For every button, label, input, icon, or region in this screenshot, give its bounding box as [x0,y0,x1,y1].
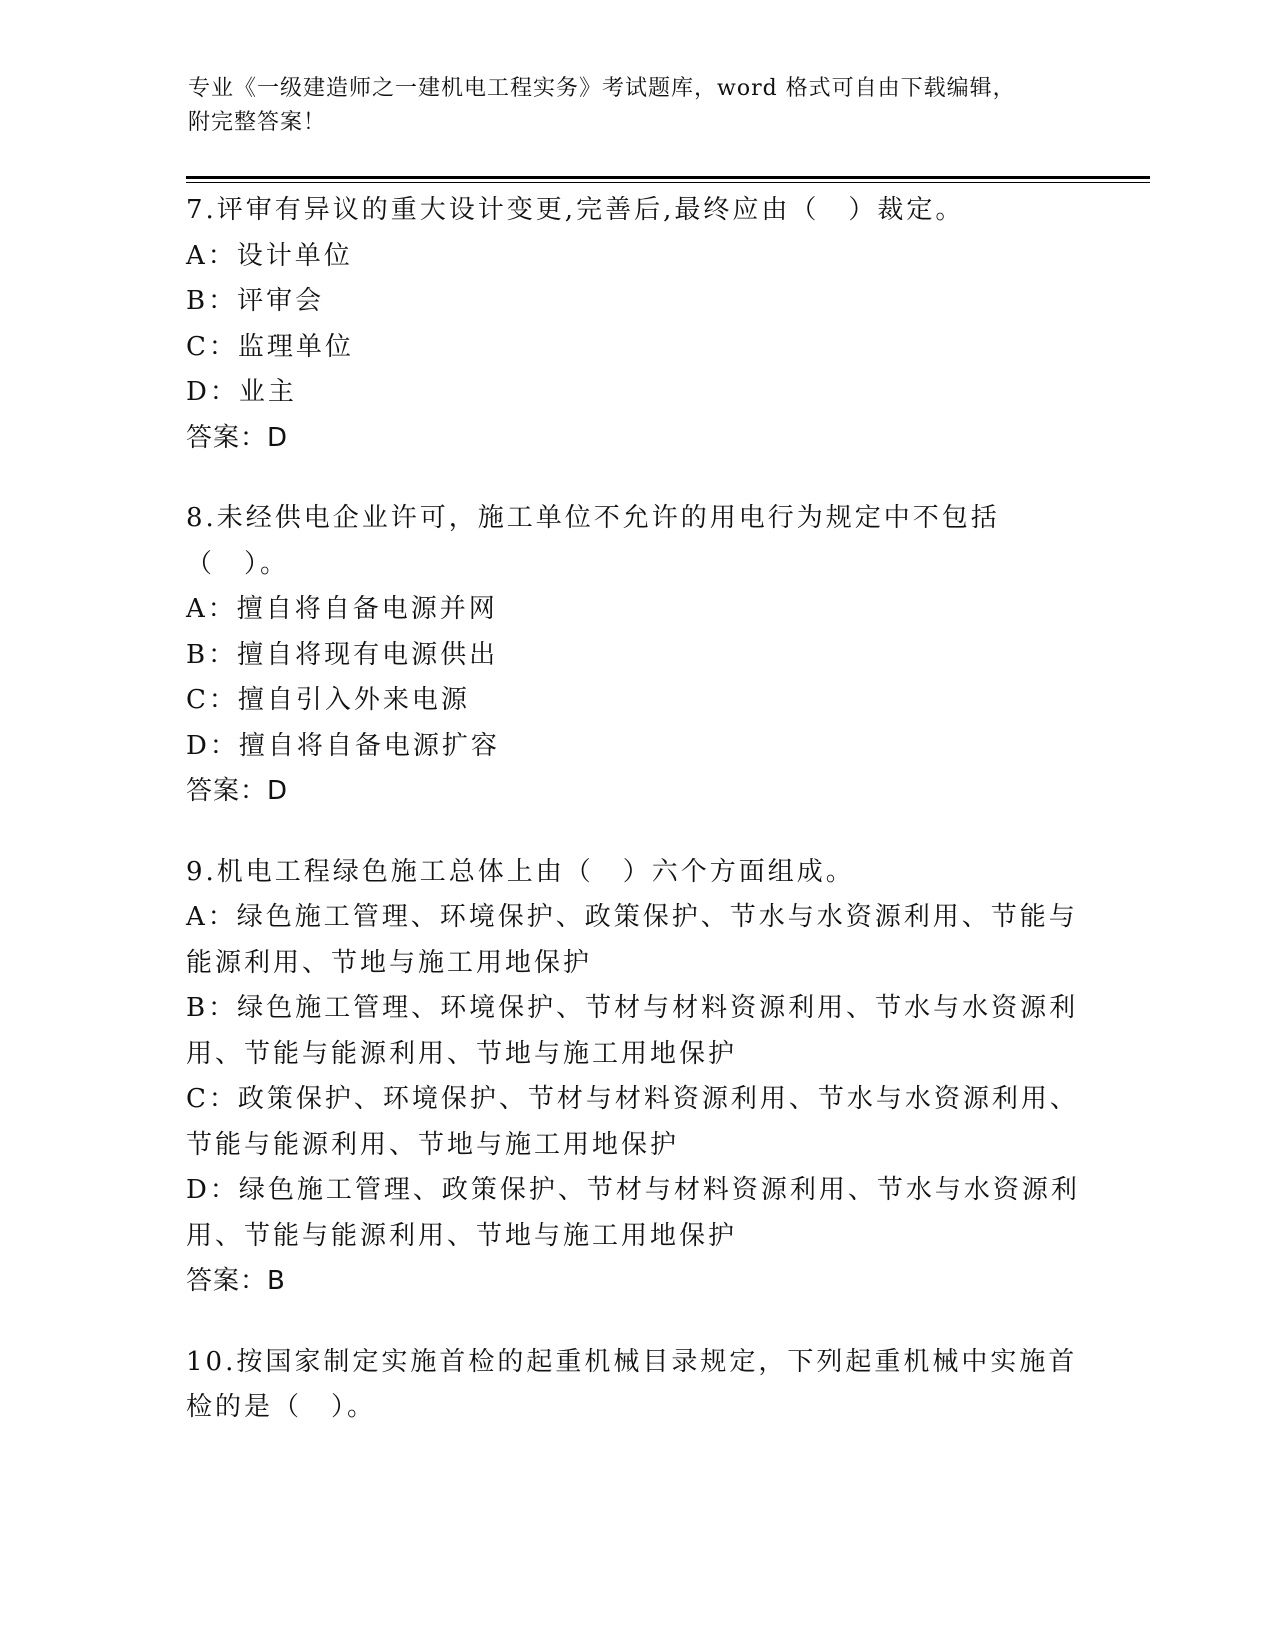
question-text: 10.按国家制定实施首检的起重机械目录规定，下列起重机械中实施首检的是（ ）。 [186,1346,1078,1422]
option-b: B：绿色施工管理、环境保护、节材与材料资源利用、节水与水资源利用、节能与能源利用、节地与施工用地保护 [186,993,1079,1069]
option-c: C：监理单位 [186,331,354,362]
question-7 [186,188,1086,461]
answer-line: 答案：D [186,422,289,453]
answer-line: 答案：B [186,1266,286,1296]
question-10 [186,1340,1086,1431]
document-header [188,72,1068,140]
question-list [186,188,1086,1466]
question-text: 8.未经供电企业许可，施工单位不允许的用电行为规定中不包括（ ）。 [186,503,1000,579]
option-d: D：绿色施工管理、政策保护、节材与材料资源利用、节水与水资源利用、节能与能源利用、节地与施工用地保护 [186,1175,1080,1251]
option-d: D：擅自将自备电源扩容 [186,730,500,761]
header-line-2: 附完整答案！ [188,110,327,135]
header-line-1: 专业《一级建造师之一建机电工程实务》考试题库，word 格式可自由下载编辑， [188,76,1016,101]
header-divider-thick [186,176,1150,179]
option-b: B：评审会 [186,286,325,316]
option-c: C：政策保护、环境保护、节材与材料资源利用、节水与水资源利用、节能与能源利用、节地与施工用地保护 [186,1084,1079,1160]
option-d: D：业主 [186,377,297,407]
question-text: 9.机电工程绿色施工总体上由（ ）六个方面组成。 [186,856,855,887]
option-c: C：擅自引入外来电源 [186,685,470,715]
question-9 [186,850,1086,1305]
header-divider-thin [186,182,1150,183]
question-8 [186,496,1086,815]
option-a: A：擅自将自备电源并网 [186,594,498,624]
option-b: B：擅自将现有电源供出 [186,639,499,670]
answer-line: 答案：D [186,776,289,806]
question-text: 7.评审有异议的重大设计变更,完善后,最终应由（ ）裁定。 [186,195,965,225]
option-a: A：绿色施工管理、环境保护、政策保护、节水与水资源利用、节能与能源利用、节地与施工用地保护 [186,902,1078,978]
option-a: A：设计单位 [186,240,353,271]
